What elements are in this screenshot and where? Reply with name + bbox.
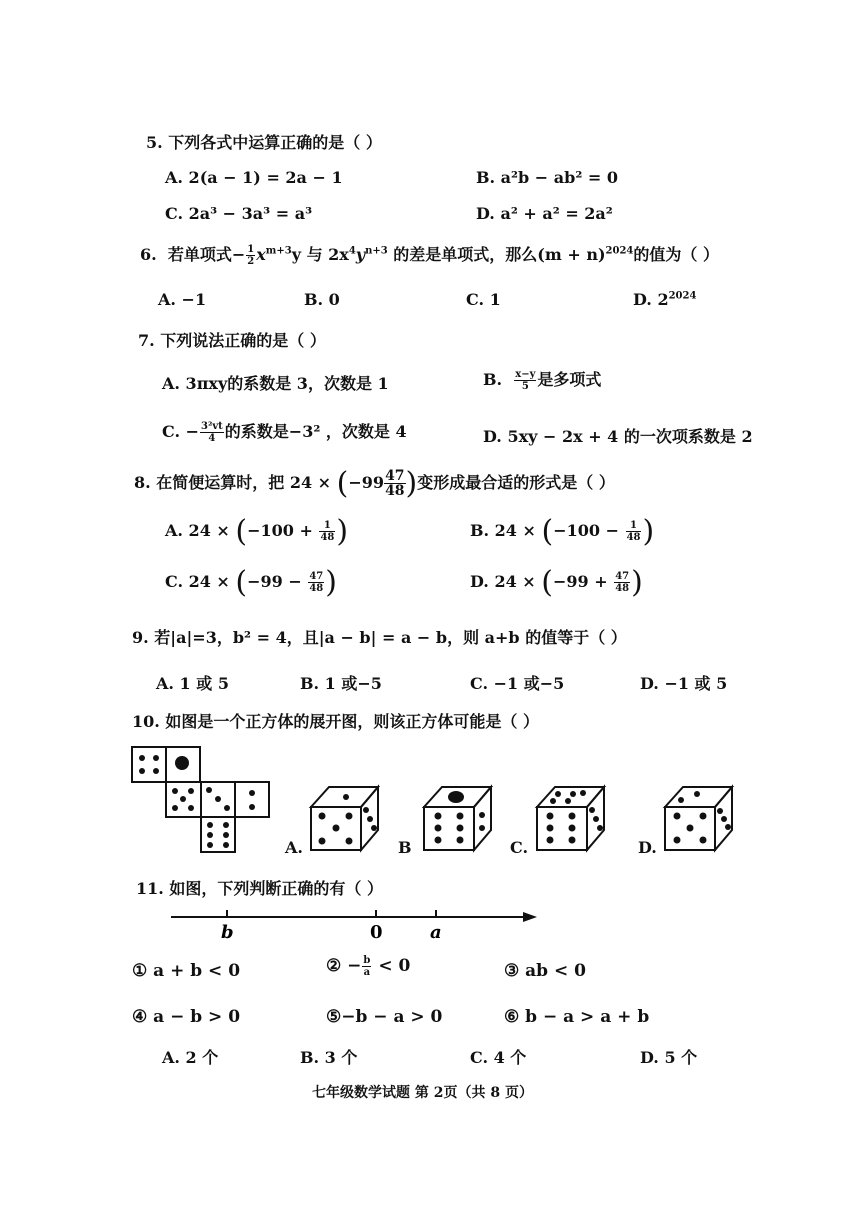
q6-option-d: D. $2^{2024}$ [633, 290, 697, 309]
q7-stem: 7. 下列说法正确的是（ ） [138, 331, 326, 350]
q5-option-b: B. a²b − ab² = 0 [476, 168, 619, 187]
q8-option-b: B. 24 × (−100 − $\frac{1}{48}$ ) [470, 514, 655, 549]
q10-option-a: A. [285, 838, 303, 857]
q11-option-b: B. 3 个 [300, 1048, 358, 1067]
q9-option-d: D. −1 或 5 [640, 674, 728, 693]
q8-option-d: D. 24 × (−99 + $\frac{47}{48}$ ) [470, 565, 643, 600]
q10-option-d: D. [638, 838, 657, 857]
label-zero: 0 [370, 922, 383, 943]
label-b: b [221, 922, 234, 943]
q11-statement-6: ⑥ b − a > a + b [504, 1007, 650, 1027]
q10-option-c: C. [510, 838, 529, 857]
q6-option-c: C. 1 [466, 290, 501, 309]
q5-option-d: D. a² + a² = 2a² [476, 204, 613, 223]
arrow-right-icon [523, 912, 537, 922]
q7-option-d: D. 5xy − 2x + 4 的一次项系数是 2 [483, 427, 753, 446]
q7-option-a: A. 3πxy的系数是 3，次数是 1 [162, 374, 389, 393]
q11-option-d: D. 5 个 [640, 1048, 698, 1067]
q5-option-c: C. 2a³ − 3a³ = a³ [165, 204, 313, 223]
q8-stem: 8. 在简便运算时，把 24 × (−99 $\frac{47}{48}$ )变形成最合适的形式是（ ） [134, 466, 615, 501]
q9-stem: 9. 若|a|=3，b² = 4，且|a − b| = a − b，则 a+b 的值等于（ ） [132, 628, 627, 647]
q9-option-c: C. −1 或−5 [470, 674, 565, 693]
q5-option-a: A. 2(a − 1) = 2a − 1 [165, 168, 343, 187]
q11-statement-5: ⑤−b − a > 0 [326, 1007, 443, 1027]
q11-stem: 11. 如图，下列判断正确的有（ ） [136, 879, 383, 898]
q11-statement-2: ② − $\frac{b}{a}$ < 0 [326, 955, 411, 978]
label-a: a [430, 922, 442, 943]
q10-stem: 10. 如图是一个正方体的展开图，则该正方体可能是（ ） [132, 712, 539, 731]
q9-option-b: B. 1 或−5 [300, 674, 382, 693]
page-footer: 七年级数学试题 第 2页（共 8 页） [312, 1085, 533, 1101]
q11-option-a: A. 2 个 [162, 1048, 219, 1067]
q8-option-c: C. 24 × (−99 − $\frac{47}{48}$ ) [165, 565, 337, 600]
q11-option-c: C. 4 个 [470, 1048, 527, 1067]
q7-option-b: B. $\frac{x-y}{5}$ 是多项式 [483, 369, 602, 392]
cube-figures [125, 742, 845, 857]
q11-statement-1: ① a + b < 0 [132, 961, 241, 981]
q6-stem: 6. 若单项式− $\frac{1}{2}$ $x^{m+3}y$ 与 $2x^4y^{n+3}$ 的差是单项式，那么$(m + n)^{2024}$的值为（ ） [140, 244, 719, 267]
number-line [165, 904, 545, 944]
q9-option-a: A. 1 或 5 [156, 674, 229, 693]
q7-option-c: C. − $\frac{\text{3²vt}}{4}$ 的系数是−3² ，次数是 4 [162, 421, 407, 444]
q5-stem: 5. 下列各式中运算正确的是（ ） [146, 133, 382, 152]
q11-statement-3: ③ ab < 0 [504, 961, 586, 981]
q8-option-a: A. 24 × (−100 + $\frac{1}{48}$ ) [165, 514, 349, 549]
cube-net [132, 747, 269, 852]
q10-option-b: B [398, 838, 412, 857]
q6-option-b: B. 0 [304, 290, 340, 309]
q6-option-a: A. −1 [158, 290, 207, 309]
q11-statement-4: ④ a − b > 0 [132, 1007, 241, 1027]
